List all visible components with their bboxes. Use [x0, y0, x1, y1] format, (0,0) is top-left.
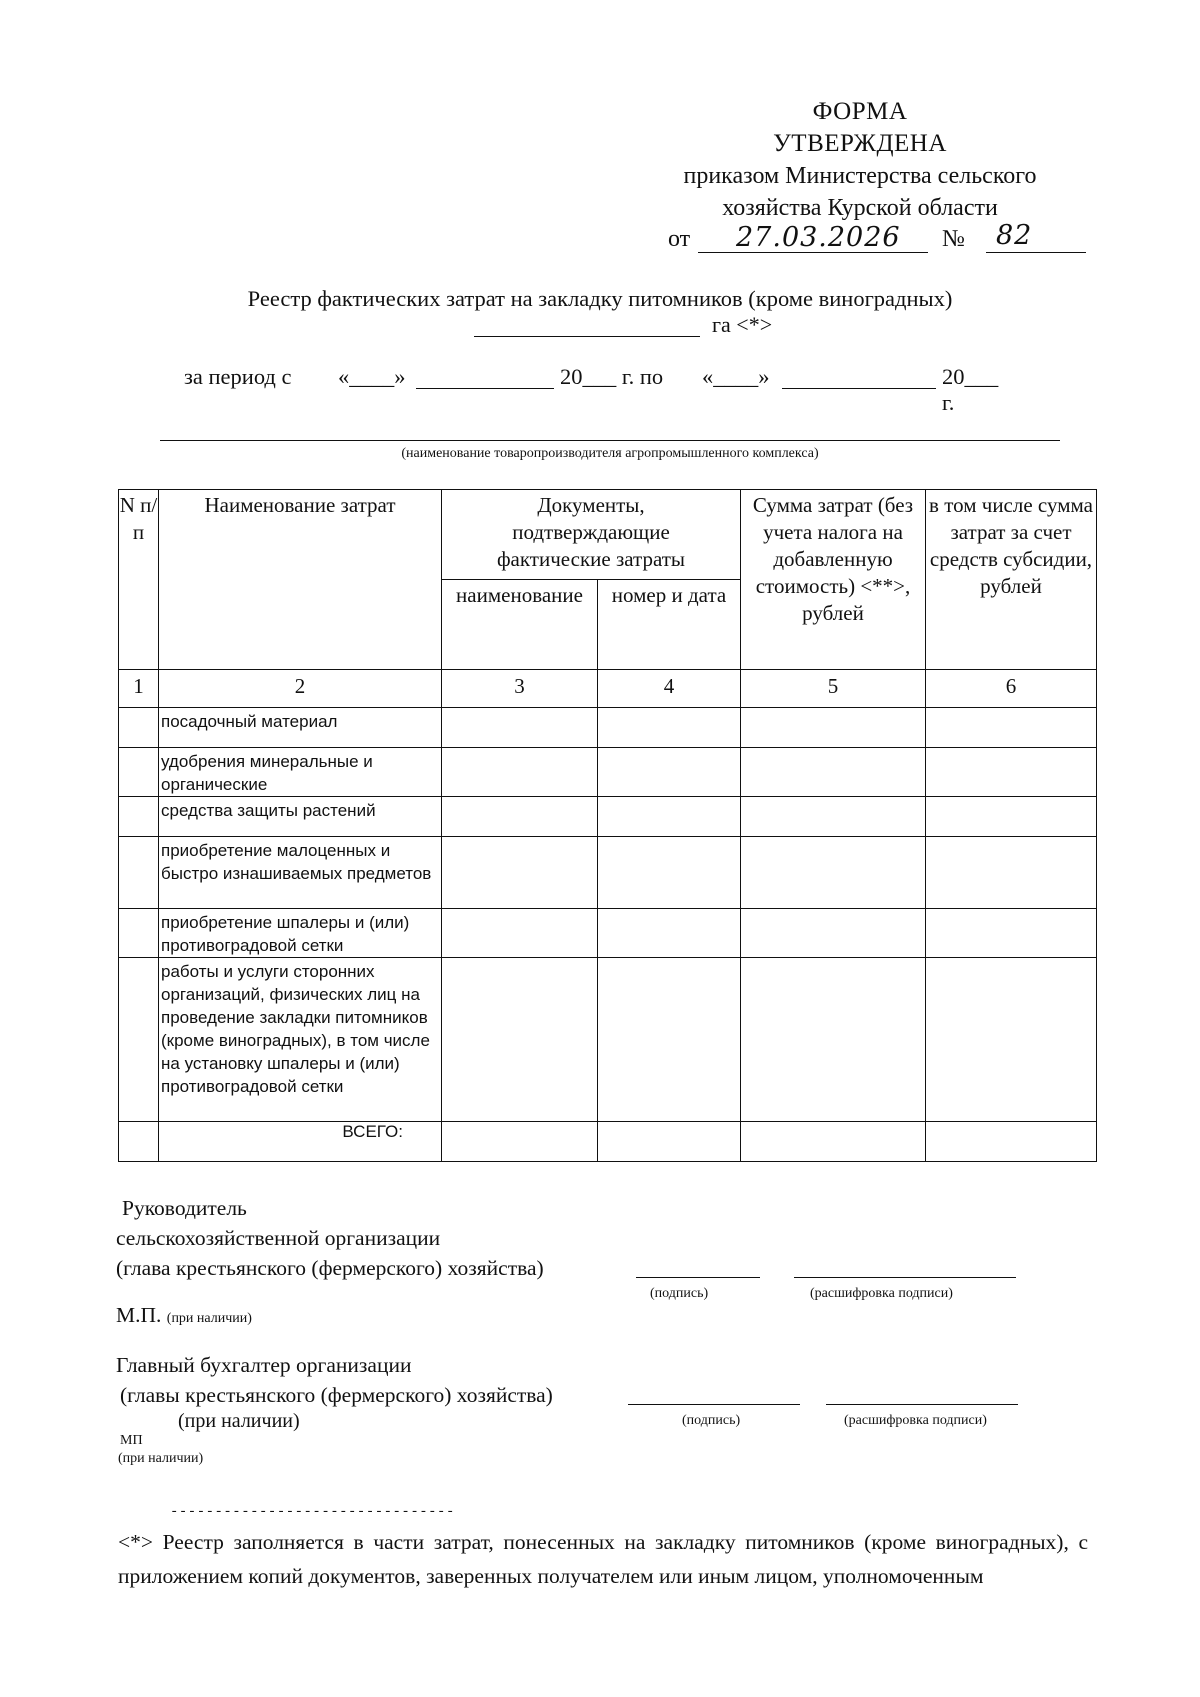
cell-sum[interactable] [741, 708, 926, 748]
mp2-label: МП [120, 1433, 143, 1448]
register-table [118, 489, 1097, 1162]
head-title-1: Руководитель [122, 1196, 247, 1220]
approved-label: УТВЕРЖДЕНА [773, 130, 947, 157]
order-date: 27.03.2026 [736, 222, 901, 253]
cell-doc-number[interactable] [598, 958, 741, 1122]
cell-sum[interactable] [741, 748, 926, 797]
stamp-label [116, 1300, 252, 1334]
total-row [119, 1122, 1097, 1162]
header-subsidy: в том числе сумма затрат за счет средств субсидии, рублей [926, 490, 1097, 670]
cell-doc-name[interactable] [442, 748, 598, 797]
cell-doc-number[interactable] [598, 837, 741, 909]
cell-sum[interactable] [741, 909, 926, 958]
header-cost-name: Наименование затрат [159, 490, 442, 670]
cell-sum[interactable] [741, 1122, 926, 1162]
total-label: ВСЕГО: [159, 1122, 442, 1162]
cell-subsidy[interactable] [926, 958, 1097, 1122]
cell-doc-number[interactable] [598, 748, 741, 797]
table-row [119, 958, 1097, 1122]
from-label: от [668, 226, 691, 252]
col-number: 3 [442, 670, 598, 708]
cell-sum[interactable] [741, 797, 926, 837]
header-documents: Документы, подтверждающие фактические затраты [442, 490, 741, 580]
col-number: 1 [119, 670, 159, 708]
footnote-text: <*> Реестр заполняется в части затрат, понесенных на закладку питомников (кроме виноградных), с приложением копий документов, заверенных получателем или иным лицом, уполномоченным [118, 1530, 1088, 1588]
table-row [119, 797, 1097, 837]
table-row [119, 909, 1097, 958]
order-number: 82 [996, 220, 1033, 251]
cell-sum[interactable] [741, 837, 926, 909]
mp-note: (при наличии) [166, 1311, 252, 1326]
cell-sum[interactable] [741, 958, 926, 1122]
cell-doc-name[interactable] [442, 797, 598, 837]
col-number: 2 [159, 670, 442, 708]
page-title: Реестр фактических затрат на закладку питомников (кроме виноградных) [247, 286, 953, 311]
number-label: № [942, 226, 965, 252]
head-title-3: (глава крестьянского (фермерского) хозяйства) [116, 1256, 544, 1280]
table-row [119, 748, 1097, 797]
mp2-note: (при наличии) [118, 1451, 204, 1466]
head-decode-caption: (расшифровка подписи) [810, 1286, 953, 1301]
header-num: N п/п [119, 490, 159, 670]
company-name-line [160, 440, 1060, 441]
cell-subsidy[interactable] [926, 708, 1097, 748]
period-from-day: «____» [338, 364, 406, 389]
mp-label: М.П. [116, 1303, 162, 1327]
accountant-title-1: Главный бухгалтер организации [116, 1353, 412, 1377]
approval-block [640, 96, 1080, 224]
cell-doc-number[interactable] [598, 797, 741, 837]
cell-doc-number[interactable] [598, 909, 741, 958]
cell-doc-name[interactable] [442, 837, 598, 909]
cell-subsidy[interactable] [926, 837, 1097, 909]
col-number: 4 [598, 670, 741, 708]
cell-subsidy[interactable] [926, 1122, 1097, 1162]
table-row [119, 708, 1097, 748]
period-label: за период с [184, 364, 292, 389]
company-caption: (наименование товаропроизводителя агропромышленного комплекса) [401, 446, 819, 461]
ga-label: га <*> [712, 312, 773, 337]
cell-doc-name[interactable] [442, 708, 598, 748]
cell-doc-name[interactable] [442, 1122, 598, 1162]
cost-item: приобретение малоценных и быстро изнашиваемых предметов [159, 837, 442, 909]
cost-item: удобрения минеральные и органические [159, 748, 442, 797]
col-number: 5 [741, 670, 926, 708]
form-label: ФОРМА [812, 98, 908, 125]
cell-subsidy[interactable] [926, 797, 1097, 837]
cell-doc-number[interactable] [598, 1122, 741, 1162]
accountant-signature-line[interactable] [628, 1404, 800, 1405]
col-number: 6 [926, 670, 1097, 708]
cost-item: работы и услуги сторонних организаций, физических лиц на проведение закладки питомников (кроме виноградных), в том числе на установку шпалеры и (или) противоградовой сетки [159, 958, 442, 1122]
approval-line-1: приказом Министерства сельского [683, 163, 1037, 189]
cell-subsidy[interactable] [926, 748, 1097, 797]
head-title-2: сельскохозяйственной организации [116, 1226, 441, 1250]
accountant-title-3: (при наличии) [178, 1410, 300, 1432]
header-doc-name: наименование [442, 580, 598, 670]
accountant-title-2: (главы крестьянского (фермерского) хозяйства) [120, 1383, 553, 1407]
cell-subsidy[interactable] [926, 909, 1097, 958]
accountant-decode-caption: (расшифровка подписи) [844, 1413, 987, 1428]
cell-doc-number[interactable] [598, 708, 741, 748]
period-to-day: «____» [702, 364, 770, 389]
accountant-decode-line[interactable] [826, 1404, 1018, 1405]
cell-doc-name[interactable] [442, 958, 598, 1122]
table-row [119, 837, 1097, 909]
cost-item: средства защиты растений [159, 797, 442, 837]
cost-item: приобретение шпалеры и (или) противоградовой сетки [159, 909, 442, 958]
footnote-separator: -------------------------------- [170, 1504, 455, 1520]
approval-line-2: хозяйства Курской области [722, 195, 998, 221]
cell-doc-name[interactable] [442, 909, 598, 958]
accountant-sign-caption: (подпись) [682, 1413, 741, 1428]
header-doc-number: номер и дата [598, 580, 741, 670]
cost-item: посадочный материал [159, 708, 442, 748]
period-line [0, 364, 1000, 415]
head-sign-caption: (подпись) [650, 1286, 709, 1301]
header-sum: Сумма затрат (без учета налога на добавленную стоимость) <**>, рублей [741, 490, 926, 670]
period-from-year: 20___ г. по [560, 364, 664, 389]
head-signature-line[interactable] [636, 1277, 760, 1278]
order-line [668, 222, 1088, 256]
head-decode-line[interactable] [794, 1277, 1016, 1278]
period-to-year: 20___ г. [942, 364, 999, 415]
